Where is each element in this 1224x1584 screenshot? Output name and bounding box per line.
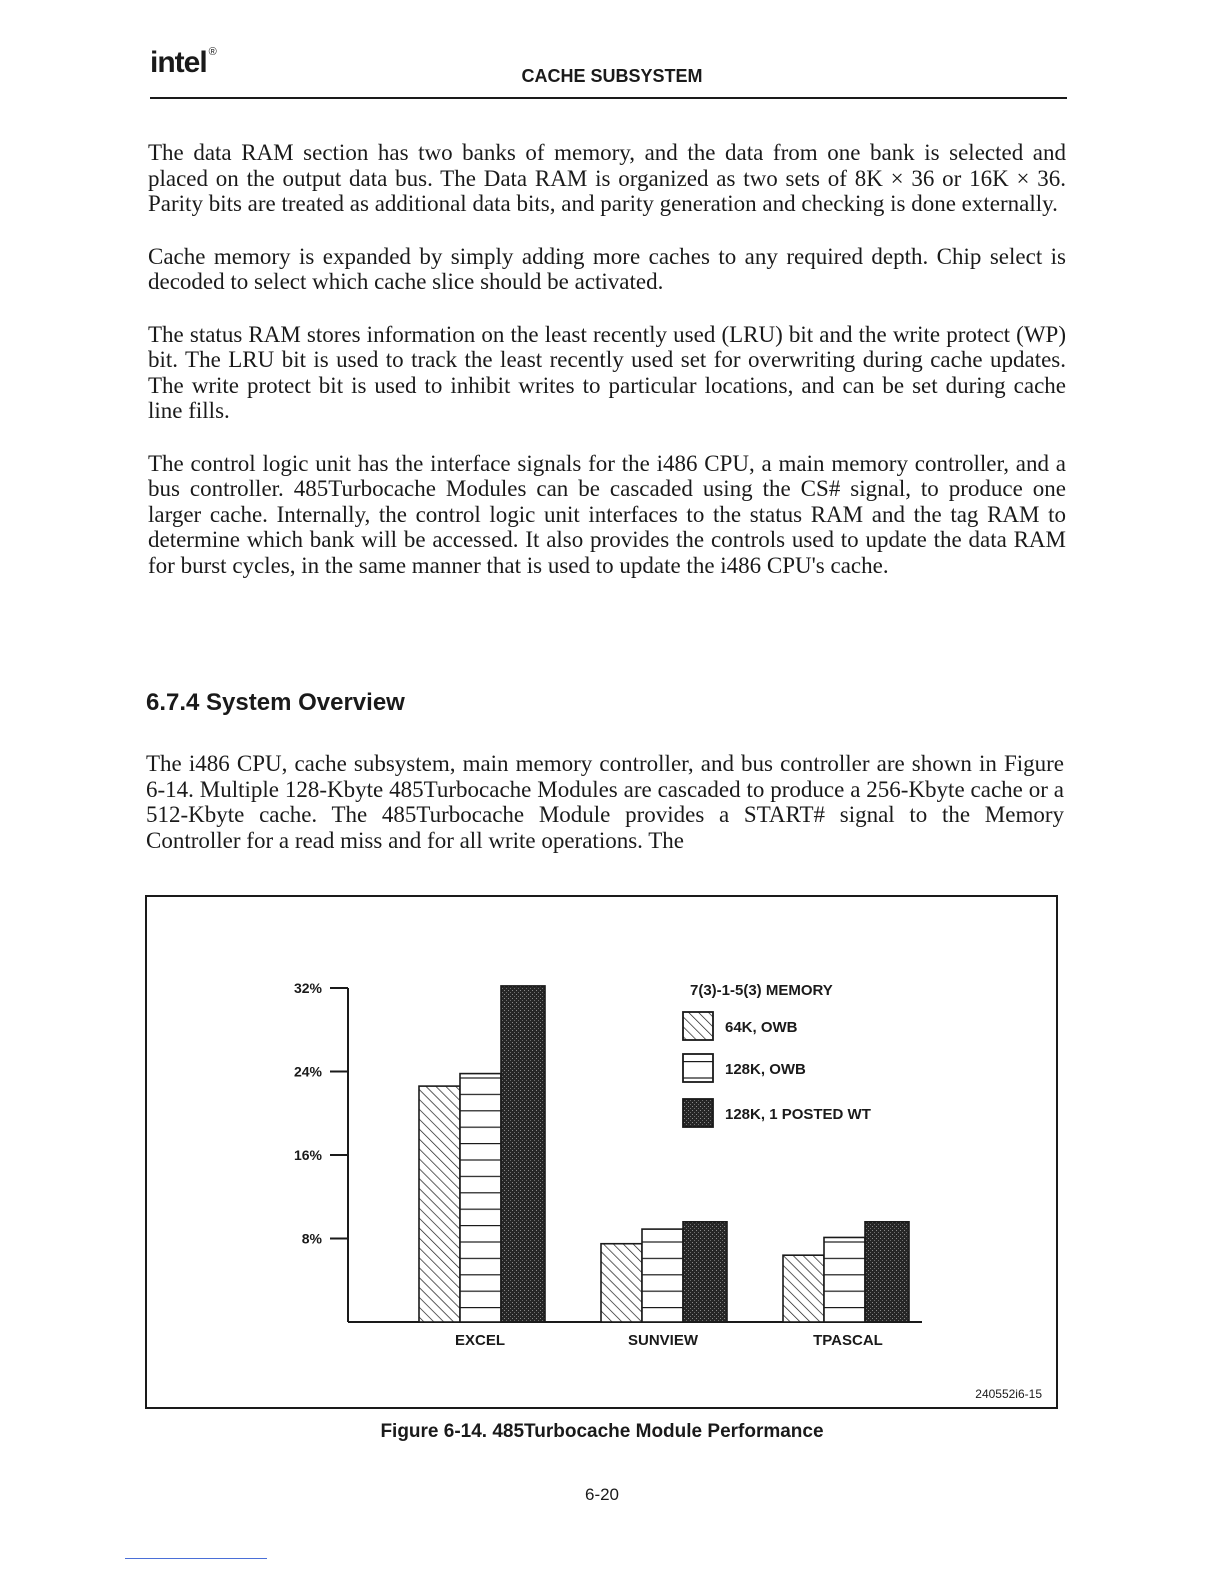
paragraph-cache-memory: Cache memory is expanded by simply adding more caches to any required depth. Chip select is decoded to select which cache slice should be activated. — [148, 243, 1066, 294]
bar-excel-2 — [501, 986, 545, 1322]
figure-caption: Figure 6-14. 485Turbocache Module Performance — [380, 1421, 824, 1442]
bar-sunview-2 — [683, 1222, 727, 1322]
legend-title: 7(3)-1-5(3) MEMORY — [690, 982, 833, 999]
paragraph-system-overview: The i486 CPU, cache subsystem, main memory controller, and bus controller are shown in Figure 6-14. Multiple 128-Kbyte 485Turbocache Modules are cascaded to produce a 256-Kbyte cache or a 512-Kbyte cache. The 485Turbocache Module provides a START# signal to the Memory Controller for a read miss and for all write operations. The — [146, 751, 1064, 853]
paragraph-status-ram: The status RAM stores information on the least recently used (LRU) bit and the write protect (WP) bit. The LRU bit is used to track the least recently used set for overwriting during cache updates. The write protect bit is used to inhibit writes to particular locations, and can be set during cache line fills. — [148, 321, 1066, 423]
registered-mark: ® — [208, 46, 216, 58]
bar-excel-0 — [419, 1086, 460, 1322]
y-tick-label: 24% — [293, 1063, 322, 1080]
intel-logo-text: intel — [150, 46, 207, 79]
header-rule — [150, 97, 1067, 99]
x-category-label: SUNVIEW — [627, 1332, 699, 1349]
y-tick-label: 8% — [301, 1230, 322, 1247]
legend-swatch — [683, 1054, 713, 1082]
bar-sunview-0 — [601, 1244, 642, 1322]
bar-tpascal-0 — [783, 1255, 824, 1322]
figure-id: 240552i6-15 — [975, 1387, 1042, 1401]
paragraph-data-ram: The data RAM section has two banks of memory, and the data from one bank is selected and placed on the output data bus. The Data RAM is organized as two sets of 8K × 36 or 16K × 36. Parity bits are treated as additional data bits, and parity generation and checking is done externally. — [148, 140, 1066, 216]
paragraph-control-logic: The control logic unit has the interface signals for the i486 CPU, a main memory controller, and a bus controller. 485Turbocache Modules can be cascaded using the CS# signal, to produce one larger cache. Internally, the control logic unit interfaces to the status RAM and the tag RAM to determine which bank will be accessed. It also provides the controls used to update the data RAM for burst cycles, in the same manner that is used to update the i486 CPU's cache. — [148, 450, 1066, 578]
bar-sunview-1 — [642, 1229, 683, 1322]
legend-label: 128K, 1 POSTED WT — [725, 1106, 871, 1123]
legend-label: 64K, OWB — [725, 1019, 798, 1036]
x-category-label: TPASCAL — [813, 1332, 883, 1349]
y-tick-label: 16% — [293, 1147, 322, 1163]
footnote-rule — [125, 1558, 267, 1559]
x-category-label: EXCEL — [454, 1332, 506, 1349]
legend-label: 128K, OWB — [725, 1061, 806, 1078]
bar-tpascal-1 — [824, 1237, 865, 1322]
performance-chart — [147, 897, 1056, 1407]
page-number: 6-20 — [584, 1485, 620, 1504]
y-tick-label: 32% — [293, 980, 322, 996]
bar-tpascal-2 — [865, 1222, 909, 1322]
body-text — [148, 140, 1066, 605]
legend-swatch — [683, 1099, 713, 1127]
figure-frame — [145, 895, 1058, 1409]
bar-excel-1 — [460, 1074, 501, 1322]
section-heading: 6.7.4 System Overview — [146, 689, 405, 716]
running-header: CACHE SUBSYSTEM — [521, 66, 703, 86]
legend-swatch — [683, 1012, 713, 1040]
